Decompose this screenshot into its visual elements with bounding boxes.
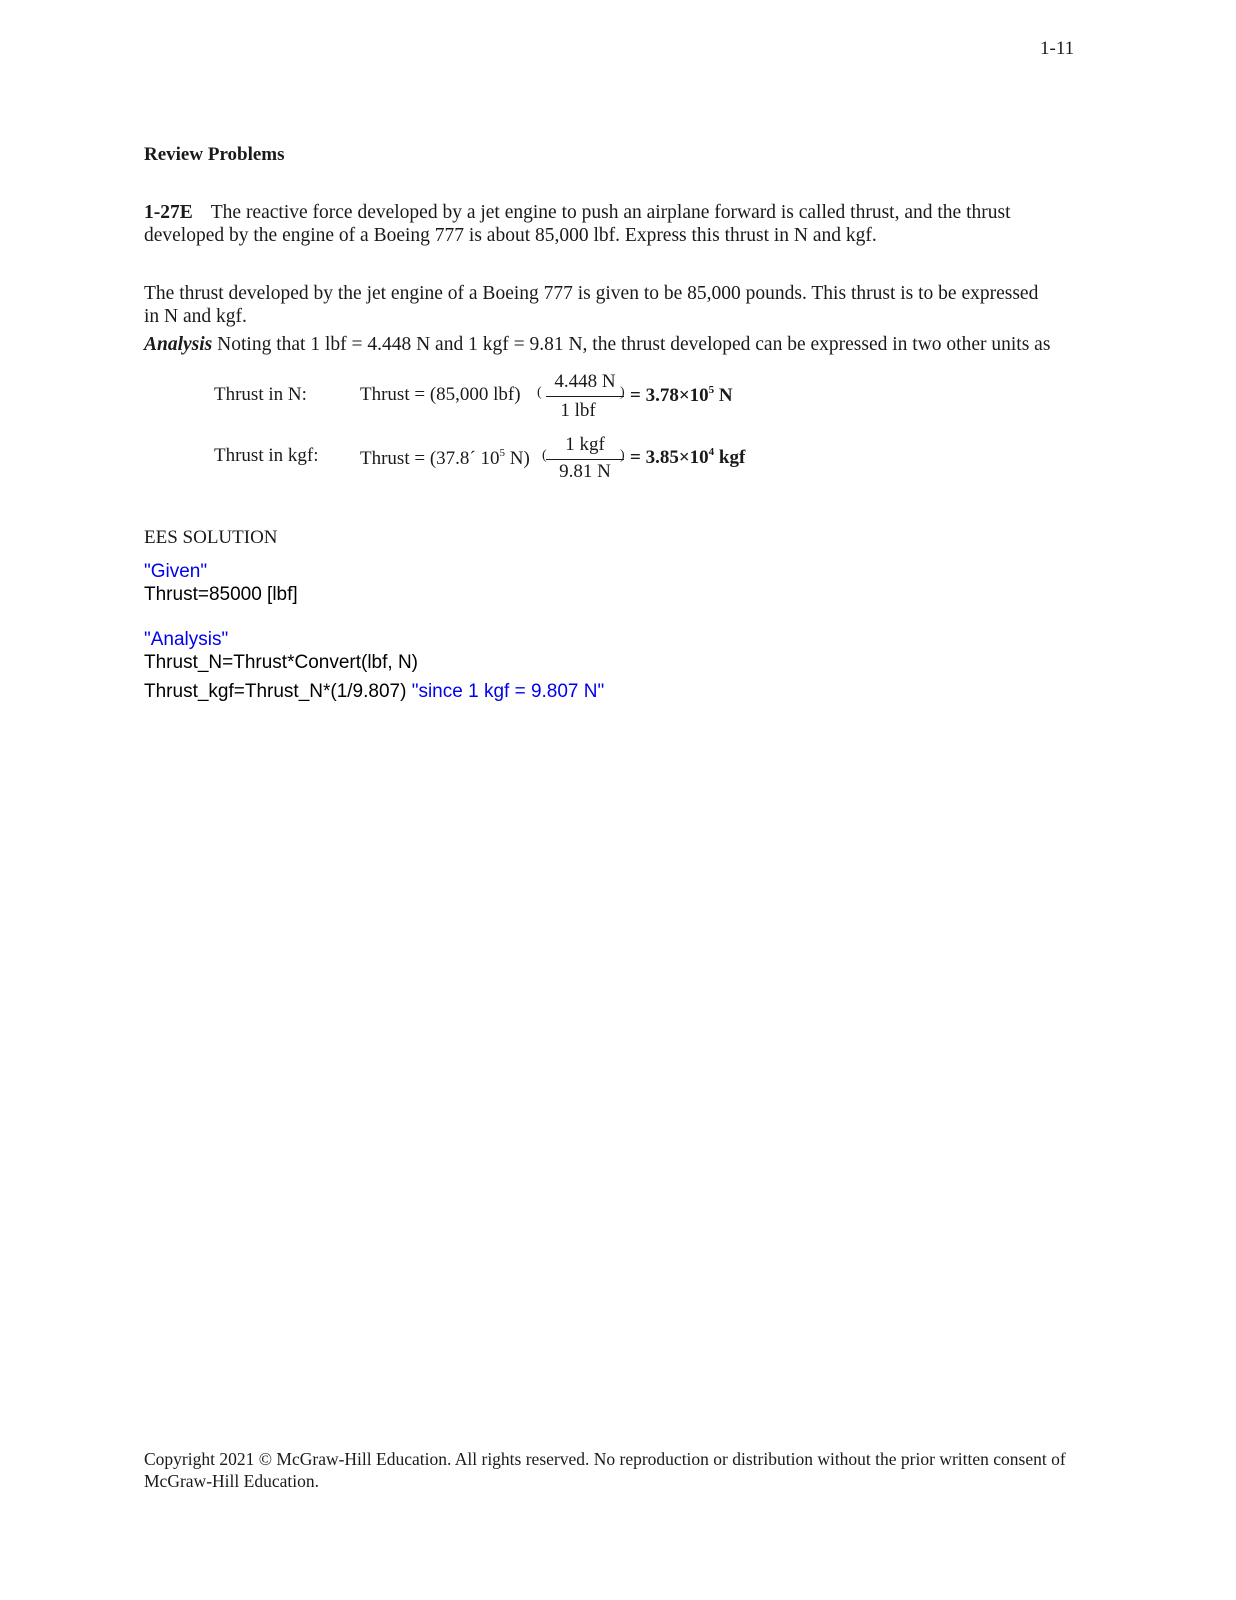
equation-lhs: Thrust = (37.8´ $10^5$ N) (360, 447, 530, 469)
section-title: Review Problems (144, 144, 285, 165)
solution-line-1: The thrust developed by the jet engine of a Boeing 777 is given to be 85,000 pounds. This thrust is to be expressed (144, 283, 1039, 304)
analysis-text: Noting that 1 lbf = 4.448 N and 1 kgf = 9.81 N, the thrust developed can be expressed in two other units as (217, 334, 1051, 355)
equation-label: Thrust in N: (214, 384, 307, 405)
equation-result: = $3.85\times 10^4$ kgf (630, 446, 746, 468)
right-paren: ) (620, 448, 625, 463)
analysis-label: Analysis (144, 334, 213, 355)
equation-label: Thrust in kgf: (214, 445, 319, 466)
equation-lhs: Thrust = (85,000 lbf) (360, 384, 521, 405)
problem-line-1: The reactive force developed by a jet engine to push an airplane forward is called thrust, and the thrust (210, 202, 1011, 223)
ees-analysis-comment: "Analysis" (144, 629, 229, 650)
left-paren: ( (537, 385, 542, 400)
ees-inline-comment: "since 1 kgf = 9.807 N" (411, 681, 605, 702)
left-paren: ( (542, 448, 547, 463)
ees-given-comment: "Given" (144, 561, 208, 582)
right-paren: ) (620, 385, 625, 400)
fraction-numerator: 4.448 N (554, 371, 616, 392)
problem-id: 1-27E (144, 202, 193, 223)
ees-solution-title: EES SOLUTION (144, 527, 278, 548)
solution-line-2: in N and kgf. (144, 306, 247, 327)
page-number: 1-11 (1040, 38, 1075, 59)
fraction-bar (546, 459, 624, 460)
problem-statement (144, 201, 1011, 247)
solution-intro (144, 282, 1050, 356)
fraction-denominator: 9.81 N (559, 461, 611, 482)
ees-given-line: Thrust=85000 [lbf] (144, 584, 298, 605)
equation-result: = $3.78\times 10^5$ N (630, 384, 733, 406)
fraction-numerator: 1 kgf (565, 434, 605, 455)
ees-code-line-2: Thrust_kgf=Thrust_N*(1/9.807) "since 1 kgf = 9.807 N" (144, 681, 605, 702)
problem-line-2: developed by the engine of a Boeing 777 is about 85,000 lbf. Express this thrust in N and kgf. (144, 225, 877, 246)
fraction-denominator: 1 lbf (560, 400, 596, 421)
analysis-line (144, 333, 1050, 356)
fraction-bar (546, 396, 624, 397)
copyright-notice: Copyright 2021 © McGraw-Hill Education. All rights reserved. No reproduction or distribution without the prior written consent of McGraw-Hill Education. (144, 1449, 1066, 1491)
ees-code-line-1: Thrust_N=Thrust*Convert(lbf, N) (144, 652, 418, 673)
